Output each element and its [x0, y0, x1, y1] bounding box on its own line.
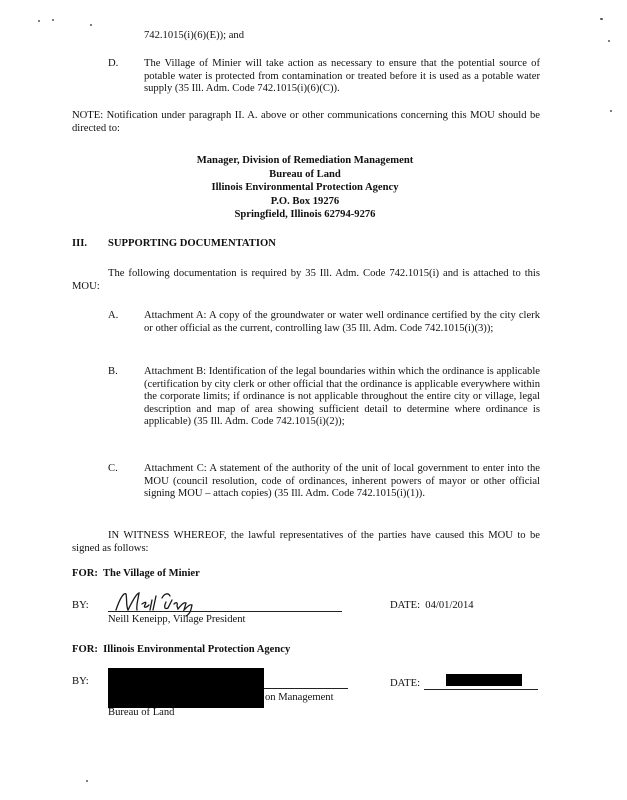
scan-speck — [86, 780, 88, 782]
item-b-letter: B. — [108, 366, 118, 377]
item-a-letter: A. — [108, 310, 119, 321]
signer-bureau: Bureau of Land — [108, 707, 175, 718]
date-signed: DATE: 04/01/2014 — [390, 600, 474, 611]
scan-speck — [38, 20, 40, 22]
section-heading: SUPPORTING DOCUMENTATION — [108, 238, 276, 249]
address-line: Illinois Environmental Protection Agency — [211, 182, 399, 193]
section-intro: The following documentation is required by 35 Ill. Adm. Code 742.1015(i) and is attached to this MOU: — [72, 268, 540, 292]
item-d-text: The Village of Minier will take action as necessary to ensure that the potential source of potable water is protected from contamination or treated before it is used as a potable water supply (35 Ill. Adm. Code 742.1015(i)(6)(C)). — [144, 58, 540, 94]
signer-title-fragment: on Management — [265, 692, 334, 703]
section-number: III. — [72, 238, 88, 249]
by-label: BY: — [72, 600, 89, 611]
signer-name-title: Neill Keneipp, Village President — [108, 614, 246, 625]
continued-line: 742.1015(i)(6)(E)); and — [144, 30, 245, 41]
address-line: Springfield, Illinois 62794-9276 — [234, 209, 376, 220]
item-d-letter: D. — [108, 58, 119, 69]
item-c-text: Attachment C: A statement of the authority of the unit of local government to enter into the MOU (council resolution, code of ordinances, inherent powers of mayor or other official signing MOU – attach copies) (35 Ill. Adm. Code 742.1015(i)(1)). — [144, 463, 540, 499]
scan-speck — [608, 40, 610, 42]
item-a-text: Attachment A: A copy of the groundwater or water well ordinance certified by the city clerk or other official as the current, controlling law (35 Ill. Adm. Code 742.1015(i)(3)); — [144, 310, 540, 334]
redaction-box — [446, 674, 522, 686]
scan-speck — [600, 18, 603, 20]
scan-speck — [90, 24, 92, 26]
by-label: BY: — [72, 676, 89, 687]
date-label: DATE: — [390, 678, 421, 689]
address-line: Manager, Division of Remediation Management — [196, 155, 414, 166]
item-c-letter: C. — [108, 463, 118, 474]
address-line: Bureau of Land — [269, 168, 341, 180]
redaction-box — [108, 668, 264, 708]
date-line — [424, 689, 538, 690]
scan-speck — [52, 19, 54, 21]
witness-paragraph: IN WITNESS WHEREOF, the lawful representatives of the parties have caused this MOU to be signed as follows: — [72, 530, 540, 554]
scan-speck — [610, 110, 612, 112]
address-line: P.O. Box 19276 — [270, 195, 340, 207]
note-paragraph: NOTE: Notification under paragraph II. A. above or other communications concerning this MOU should be directed to: — [72, 110, 540, 134]
item-b-text: Attachment B: Identification of the legal boundaries within which the ordinance is applicable (certification by city clerk or other official that the ordinance is applicable everywhere within the corporate limits; if ordinance is not applicable throughout the entire city or village, legal description and map of area showing sufficient detail to determine where ordinance is applicable) (35 Ill. Adm. Code 742.1015(i)(2)); — [144, 366, 540, 427]
for-village-line: FOR: The Village of Minier — [72, 568, 200, 579]
address-block — [150, 155, 460, 222]
for-agency-line: FOR: Illinois Environmental Protection Agency — [72, 644, 291, 655]
